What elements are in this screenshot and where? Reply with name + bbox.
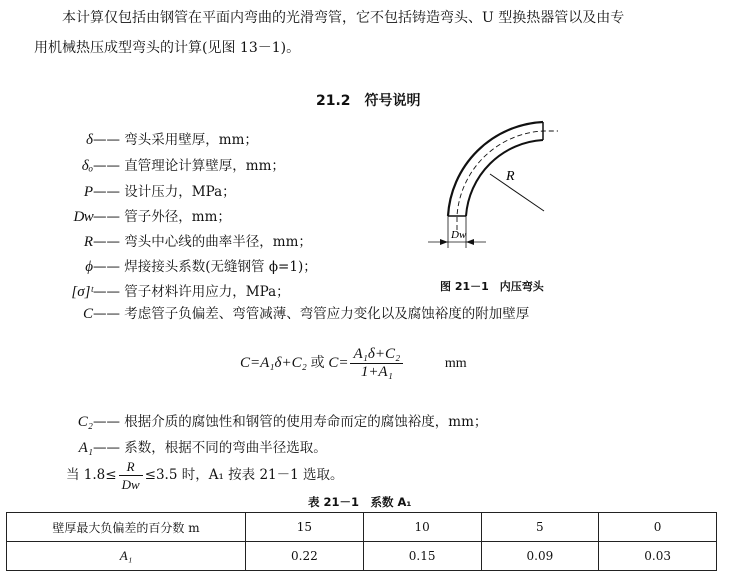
symbol-row — [55, 154, 285, 176]
table-cell: 15 — [246, 513, 364, 542]
table-cell: 0.03 — [599, 542, 717, 571]
condition-suffix: ≤3.5 时，A₁ 按表 21－1 选取。 — [144, 467, 344, 483]
condition-prefix: 当 1.8≤ — [66, 467, 117, 483]
figure-caption: 图 21－1 内压弯头 — [440, 280, 544, 293]
dw-arrow-right — [466, 239, 474, 245]
symbol-row — [55, 180, 236, 202]
symbol: C — [82, 306, 93, 322]
intro-line-1: 本计算仅包括由钢管在平面内弯曲的光滑弯管，它不包括铸造弯头、U 型换热器管以及由专 — [62, 10, 625, 26]
symbol: A₁ — [78, 440, 93, 456]
table-cell: 0.15 — [363, 542, 481, 571]
condition-fraction — [119, 458, 143, 493]
table-row-label: A₁ — [7, 542, 246, 571]
symbol-row — [55, 255, 317, 277]
symbol-definition: —— 系数，根据不同的弯曲半径选取。 — [93, 440, 327, 456]
symbol-row — [55, 436, 327, 458]
symbol-definition: —— 直管理论计算壁厚，mm； — [93, 158, 285, 174]
symbol: P — [83, 184, 93, 200]
symbol-row — [55, 128, 258, 150]
formula-fraction — [350, 346, 403, 381]
table-cell: 0 — [599, 513, 717, 542]
section-title: 21.2 符号说明 — [316, 93, 421, 109]
symbol: ϕ — [85, 259, 93, 275]
radius-line — [490, 174, 544, 211]
symbol-row — [55, 280, 290, 302]
table-row — [7, 542, 717, 571]
condition-numerator: R — [119, 458, 143, 476]
table-cell: 0.22 — [246, 542, 364, 571]
symbol-definition: —— 焊接接头系数(无缝钢管 ϕ=1)； — [93, 259, 317, 275]
formula-c-eq: C= — [328, 354, 349, 371]
symbol-row — [55, 205, 231, 227]
formula — [240, 346, 467, 381]
table-header-label: 壁厚最大负偏差的百分数 m — [7, 513, 246, 542]
symbol: δ — [86, 132, 93, 148]
symbol-row — [55, 302, 529, 324]
formula-or: 或 — [310, 354, 325, 371]
formula-lhs: C=A₁δ+C₂ — [240, 354, 307, 371]
symbol-definition: —— 考虑管子负偏差、弯管减薄、弯管应力变化以及腐蚀裕度的附加壁厚 — [93, 306, 530, 322]
symbol: R — [83, 234, 93, 250]
table-cell: 0.09 — [481, 542, 599, 571]
symbol-definition: —— 管子材料许用应力，MPa； — [93, 284, 290, 300]
symbol: Dᴡ — [73, 209, 93, 225]
condition-denominator: Dw — [121, 477, 140, 492]
coefficient-table — [6, 512, 717, 571]
symbol-row — [55, 230, 312, 252]
symbol: δₒ — [81, 158, 93, 174]
formula-denominator: 1+A₁ — [360, 364, 393, 380]
table-cell: 5 — [481, 513, 599, 542]
symbol-row — [55, 410, 487, 432]
formula-numerator: A₁δ+C₂ — [350, 346, 403, 364]
table-cell: 10 — [363, 513, 481, 542]
elbow-outer-wall — [448, 122, 543, 216]
symbol: C₂ — [77, 414, 93, 430]
elbow-figure — [418, 118, 598, 278]
dw-label: Dw — [451, 229, 467, 241]
table-title: 表 21－1 系数 A₁ — [308, 495, 412, 509]
symbol-definition: —— 设计压力，MPa； — [93, 184, 236, 200]
condition-line — [66, 458, 344, 493]
symbol-definition: —— 管子外径，mm； — [93, 209, 231, 225]
intro-line-2: 用机械热压成型弯头的计算(见图 13－1)。 — [34, 40, 301, 56]
symbol-definition: —— 弯头采用壁厚，mm； — [93, 132, 258, 148]
symbol-definition: —— 弯头中心线的曲率半径，mm； — [93, 234, 312, 250]
radius-label: R — [506, 169, 515, 184]
symbol-definition: —— 根据介质的腐蚀性和钢管的使用寿命而定的腐蚀裕度，mm； — [93, 414, 488, 430]
table-row — [7, 513, 717, 542]
dw-arrow-left — [440, 239, 448, 245]
formula-unit: mm — [444, 355, 467, 371]
symbol: [σ]ᵗ — [71, 284, 93, 300]
